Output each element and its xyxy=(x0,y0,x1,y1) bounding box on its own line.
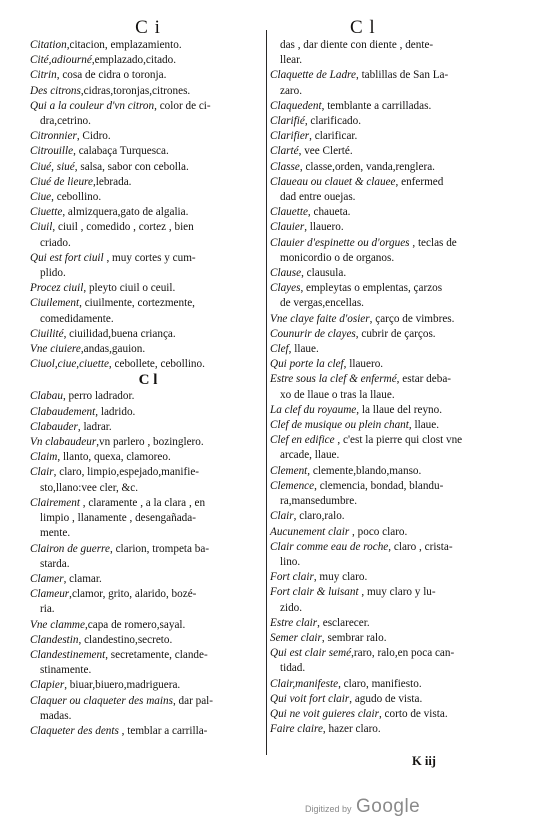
definition: zido. xyxy=(280,601,303,614)
column-rule xyxy=(266,30,267,755)
google-logo-text: Google xyxy=(355,796,421,817)
headword: Clamer xyxy=(30,572,64,585)
dictionary-entry-line xyxy=(270,220,532,235)
definition: , vee Clerté. xyxy=(298,145,353,158)
headword: Clairon de guerre xyxy=(30,542,110,555)
headword: Aucunement clair xyxy=(270,525,350,538)
dictionary-entry-line xyxy=(270,433,532,448)
dictionary-entry-line xyxy=(30,266,266,281)
dictionary-entry-line xyxy=(270,175,532,190)
dictionary-entry-line xyxy=(270,296,532,311)
headword: Clair xyxy=(30,466,54,479)
dictionary-entry-line xyxy=(270,509,532,524)
dictionary-entry-line xyxy=(270,236,532,251)
headword: Clandestin xyxy=(30,633,79,646)
headword: Procez ciuil xyxy=(30,282,84,295)
headword: Clabauder xyxy=(30,420,78,433)
headword: Citation xyxy=(30,39,67,51)
dictionary-entry-line xyxy=(30,190,266,205)
dictionary-entry-line xyxy=(30,236,266,251)
definition: , temblar a carrilla- xyxy=(118,724,208,737)
dictionary-entry-line xyxy=(30,38,266,53)
dictionary-entry-line xyxy=(270,585,532,600)
dictionary-entry-line xyxy=(270,661,532,676)
definition: lino. xyxy=(280,555,301,568)
dictionary-entry-line xyxy=(30,281,266,296)
dictionary-entry-line xyxy=(30,465,266,480)
dictionary-entry-line xyxy=(30,175,266,190)
digitized-by-text: Digitized by xyxy=(305,804,352,814)
headword: Ciuilement xyxy=(30,297,80,310)
dictionary-entry-line xyxy=(270,677,532,692)
definition: , perro ladrador. xyxy=(62,390,135,403)
definition: , ciuilmente, cortezmente, xyxy=(79,297,195,310)
dictionary-entry-line xyxy=(30,205,266,220)
dictionary-entry-line xyxy=(30,587,266,602)
headword: Cité,adiourné xyxy=(30,54,92,67)
definition: ,raro, ralo,en poca can- xyxy=(351,647,455,660)
headword: Clef en edifice xyxy=(270,434,335,447)
signature-mark: K iij xyxy=(412,754,436,768)
definition: , esclarecer. xyxy=(317,616,370,629)
dictionary-entry-line xyxy=(30,389,266,404)
dictionary-entry-line xyxy=(270,570,532,585)
definition: limpio , llanamente , desengañada- xyxy=(40,512,196,525)
definition: , classe,orden, vanda,renglera. xyxy=(299,160,435,173)
dictionary-entry-line xyxy=(30,481,266,496)
headword: Ciuette xyxy=(30,206,63,219)
dictionary-entry-line xyxy=(30,542,266,557)
headword: Vne ciuiere xyxy=(30,343,81,356)
dictionary-entry-line xyxy=(270,372,532,387)
dictionary-entry-line xyxy=(270,418,532,433)
dictionary-entry-line xyxy=(270,555,532,570)
dictionary-entry-line xyxy=(30,724,266,739)
headword: Clarté xyxy=(270,145,299,158)
definition: , calabaça Turquesca. xyxy=(73,145,169,158)
dictionary-entry-line xyxy=(30,526,266,541)
definition: ,clamor, grito, alarido, bozé- xyxy=(69,588,197,601)
dictionary-entry-line xyxy=(270,722,532,737)
definition: de vergas,encellas. xyxy=(280,297,364,310)
dictionary-entry-line xyxy=(30,663,266,678)
headword: Clement xyxy=(270,464,308,477)
definition: , llaue. xyxy=(288,343,319,356)
definition: ,vn parlero , bozinglero. xyxy=(96,436,204,449)
definition: , muy claro y lu- xyxy=(358,586,436,599)
headword: Clandestinement xyxy=(30,648,106,661)
headword: Qui porte la clef xyxy=(270,358,344,371)
definition: , clandestino,secreto. xyxy=(78,633,173,646)
dictionary-entry-line xyxy=(30,618,266,633)
dictionary-entry-line xyxy=(30,496,266,511)
definition: stinamente. xyxy=(40,664,92,677)
headword: Qui voit fort clair xyxy=(270,692,350,705)
headword: Citrin xyxy=(30,69,57,82)
dictionary-entry-line xyxy=(30,602,266,617)
dictionary-entry-line xyxy=(270,479,532,494)
dictionary-entry-line xyxy=(30,435,266,450)
definition: madas. xyxy=(40,709,72,722)
dictionary-entry-line xyxy=(270,646,532,661)
definition: , almizquera,gato de algalia. xyxy=(62,206,189,219)
definition: zaro. xyxy=(280,84,303,97)
definition: , salsa, sabor con cebolla. xyxy=(74,160,189,173)
definition: dra,cetrino. xyxy=(40,115,91,128)
definition: , corto de vista. xyxy=(378,707,448,720)
dictionary-entry-line xyxy=(270,190,532,205)
definition: sto,llano:vee cler, &c. xyxy=(40,481,139,494)
definition: plido. xyxy=(40,267,66,280)
dictionary-entry-line xyxy=(270,525,532,540)
definition: , hazer claro. xyxy=(322,723,381,736)
dictionary-entry-line xyxy=(30,296,266,311)
dictionary-entry-line xyxy=(30,129,266,144)
definition: xo de llaue o tras la llaue. xyxy=(280,388,395,401)
dictionary-entry-line xyxy=(30,405,266,420)
definition: , clamar. xyxy=(63,572,102,585)
dictionary-entry-line xyxy=(270,84,532,99)
dictionary-entry-line xyxy=(30,357,266,372)
definition: comedidamente. xyxy=(40,312,114,325)
dictionary-entry-line xyxy=(30,694,266,709)
dictionary-entry-line xyxy=(30,450,266,465)
headword: Clabaudement xyxy=(30,405,96,418)
definition: llear. xyxy=(280,54,303,67)
headword: Des citrons xyxy=(30,84,81,97)
definition: ,andas,gauion. xyxy=(80,343,146,356)
headword: Classe xyxy=(270,160,300,173)
dictionary-entry-line xyxy=(30,420,266,435)
definition: , enfermed xyxy=(395,175,444,188)
section-heading: C l xyxy=(138,372,158,389)
dictionary-entry-line xyxy=(30,312,266,327)
headword: Clayes xyxy=(270,282,301,295)
definition: , biuar,biuero,madriguera. xyxy=(64,679,181,692)
headword: Claquette de Ladre xyxy=(270,69,356,82)
definition: ,cidras,toronjas,citrones. xyxy=(80,84,191,97)
headword: Semer clair xyxy=(270,631,322,644)
headword: Claqueter des dents xyxy=(30,724,119,737)
definition: , cebollino. xyxy=(51,191,102,204)
dictionary-entry-line xyxy=(30,557,266,572)
headword: Qui est fort ciuil xyxy=(30,251,104,264)
headword: Vne clamme xyxy=(30,618,85,631)
definition: , llanto, quexa, clamoreo. xyxy=(57,451,171,464)
dictionary-entry-line xyxy=(30,99,266,114)
headword: Clauier d'espinette ou d'orgues xyxy=(270,236,410,249)
dictionary-entry-line xyxy=(270,99,532,114)
definition: , ciuilidad,buena criança. xyxy=(63,327,176,340)
headword: Clairement xyxy=(30,496,80,509)
definition: , sembrar ralo. xyxy=(321,631,387,644)
headword: Clapier xyxy=(30,679,65,692)
definition: arcade, llaue. xyxy=(280,449,340,462)
dictionary-entry-line xyxy=(30,678,266,693)
definition: , cebollete, cebollino. xyxy=(108,358,205,371)
headword: Citrouille xyxy=(30,145,74,158)
headword: Clemence xyxy=(270,479,315,492)
dictionary-entry-line xyxy=(270,312,532,327)
definition: , pleyto ciuil o ceuil. xyxy=(83,282,176,295)
dictionary-entry-line xyxy=(270,388,532,403)
dictionary-entry-line xyxy=(270,144,532,159)
dictionary-entry-line xyxy=(30,84,266,99)
headword: Counurir de clayes xyxy=(270,327,356,340)
dictionary-entry-line xyxy=(270,342,532,357)
dictionary-entry-line xyxy=(270,616,532,631)
dictionary-entry-line xyxy=(270,357,532,372)
definition: , muy cortes y cum- xyxy=(103,251,196,264)
headword: La clef du royaume xyxy=(270,403,357,416)
dictionary-entry-line xyxy=(270,38,532,53)
headword: Clameur xyxy=(30,588,70,601)
definition: mente. xyxy=(40,527,71,540)
dictionary-entry-line xyxy=(270,403,532,418)
headword: Fort clair xyxy=(270,571,314,584)
definition: , teclas de xyxy=(409,236,457,249)
dictionary-entry-line xyxy=(270,205,532,220)
dictionary-entry-line xyxy=(30,648,266,663)
definition: , llauero. xyxy=(304,221,344,234)
dictionary-entry-line xyxy=(30,251,266,266)
headword: Claquedent xyxy=(270,99,322,112)
definition: tidad. xyxy=(280,662,306,675)
right-running-header: C l xyxy=(350,17,376,38)
definition: , cosa de cidra o toronja. xyxy=(56,69,167,82)
headword: Fort clair & luisant xyxy=(270,586,359,599)
definition: dad entre ouejas. xyxy=(280,191,356,204)
definition: , tablillas de San La- xyxy=(355,69,449,82)
definition: , Cidro. xyxy=(76,130,111,143)
definition: ra,mansedumbre. xyxy=(280,495,358,508)
dictionary-entry-line xyxy=(30,53,266,68)
headword: Clarifier xyxy=(270,130,310,143)
definition: , clarificar. xyxy=(309,130,358,143)
definition: , clausula. xyxy=(301,267,347,280)
dictionary-entry-line xyxy=(30,144,266,159)
dictionary-entry-line xyxy=(30,342,266,357)
definition: , empleytas o emplentas, çarzos xyxy=(300,282,443,295)
headword: Ciuol,ciue,ciuette xyxy=(30,358,109,371)
headword: Clause xyxy=(270,267,302,280)
headword: Ciuil xyxy=(30,221,53,234)
headword: Clair comme eau de roche xyxy=(270,540,389,553)
definition: , claramente , a la clara , en xyxy=(79,496,206,509)
definition: ,citacion, emplazamiento. xyxy=(66,39,182,51)
definition: , dar pal- xyxy=(172,694,214,707)
definition: , clemente,blando,manso. xyxy=(307,464,422,477)
dictionary-entry-line xyxy=(270,540,532,555)
definition: , llaue. xyxy=(408,419,440,432)
headword: Clair,manifeste xyxy=(270,677,339,690)
definition: , c'est la pierre qui clost vne xyxy=(334,434,463,447)
definition: , claro,ralo. xyxy=(293,510,345,523)
headword: Clef de musique ou plein chant xyxy=(270,419,409,432)
definition: ,lebrada. xyxy=(92,175,132,188)
definition: ria. xyxy=(40,603,55,616)
digitized-watermark xyxy=(305,796,420,818)
definition: , llauero. xyxy=(343,358,384,371)
headword: Ciuilité xyxy=(30,327,64,340)
dictionary-entry-line xyxy=(30,572,266,587)
dictionary-entry-line xyxy=(30,327,266,342)
headword: Qui est clair semé xyxy=(270,647,352,660)
headword: Qui ne voit guieres clair xyxy=(270,707,379,720)
definition: criado. xyxy=(40,236,71,249)
definition: , chaueta. xyxy=(307,206,351,219)
headword: Clair xyxy=(270,510,294,523)
headword: Clef xyxy=(270,343,289,356)
definition: , temblante a carrilladas. xyxy=(321,99,432,112)
definition: , clarion, trompeta ba- xyxy=(109,542,210,555)
definition: , çarço de vimbres. xyxy=(369,312,455,325)
definition: , claro, manifiesto. xyxy=(338,677,422,690)
headword: Claueau ou clauet & clauee xyxy=(270,175,396,188)
dictionary-entry-line xyxy=(270,53,532,68)
definition: , ladrar. xyxy=(77,420,112,433)
headword: Ciué, siué xyxy=(30,160,75,173)
headword: Clauette xyxy=(270,206,308,219)
dictionary-entry-line xyxy=(270,494,532,509)
dictionary-entry-line xyxy=(270,448,532,463)
dictionary-entry-line xyxy=(270,114,532,129)
headword: Clarifié xyxy=(270,115,305,128)
definition: , muy claro. xyxy=(313,571,368,584)
dictionary-entry-line xyxy=(270,129,532,144)
dictionary-entry-line xyxy=(30,160,266,175)
definition: , color de ci- xyxy=(154,99,211,112)
definition: , ladrido. xyxy=(95,405,136,418)
dictionary-entry-line xyxy=(270,601,532,616)
definition: , cubrir de çarços. xyxy=(355,327,436,340)
dictionary-entry-line xyxy=(270,68,532,83)
dictionary-entry-line xyxy=(270,692,532,707)
definition: das , dar diente con diente , dente- xyxy=(280,39,434,51)
headword: Clauier xyxy=(270,221,305,234)
dictionary-entry-line xyxy=(30,633,266,648)
dictionary-entry-line xyxy=(30,114,266,129)
definition: , estar deba- xyxy=(396,373,452,386)
dictionary-entry-line xyxy=(270,327,532,342)
dictionary-entry-line xyxy=(270,707,532,722)
definition: monicordio o de organos. xyxy=(280,251,395,264)
definition: , ciuil , comedido , cortez , bien xyxy=(52,221,194,234)
dictionary-entry-line xyxy=(30,220,266,235)
dictionary-entry-line xyxy=(270,266,532,281)
left-running-header: C i xyxy=(135,17,161,38)
headword: Clabau xyxy=(30,390,63,403)
headword: Qui a la couleur d'vn citron xyxy=(30,99,155,112)
definition: , poco claro. xyxy=(349,525,408,538)
left-column xyxy=(30,17,266,739)
definition: , clarificado. xyxy=(304,115,362,128)
definition: , clemencia, bondad, blandu- xyxy=(314,479,444,492)
dictionary-entry-line xyxy=(270,251,532,266)
headword: Estre sous la clef & enfermé xyxy=(270,373,397,386)
definition: , agudo de vista. xyxy=(349,692,423,705)
definition: ,emplazado,citado. xyxy=(91,54,177,67)
definition: starda. xyxy=(40,557,70,570)
dictionary-entry-line xyxy=(270,160,532,175)
headword: Faire claire xyxy=(270,723,323,736)
dictionary-entry-line xyxy=(270,281,532,296)
headword: Estre clair xyxy=(270,616,318,629)
definition: , claro , crista- xyxy=(388,540,453,553)
headword: Vne claye faite d'osier xyxy=(270,312,370,325)
definition: , la llaue del reyno. xyxy=(356,403,443,416)
dictionary-entry-line xyxy=(270,631,532,646)
definition: , claro, limpio,espejado,manifie- xyxy=(53,466,200,479)
dictionary-entry-line xyxy=(30,709,266,724)
dictionary-entry-line xyxy=(270,464,532,479)
headword: Claquer ou claqueter des mains xyxy=(30,694,173,707)
right-column xyxy=(270,17,532,737)
definition: , secretamente, clande- xyxy=(105,648,208,661)
left-entries-section xyxy=(30,389,266,739)
left-entries xyxy=(30,38,266,372)
headword: Ciue xyxy=(30,191,52,204)
headword: Citronnier xyxy=(30,130,77,143)
right-entries xyxy=(270,38,532,737)
headword: Vn clabaudeur xyxy=(30,436,97,449)
headword: Ciué de lieure xyxy=(30,175,93,188)
dictionary-entry-line xyxy=(30,511,266,526)
headword: Claim xyxy=(30,451,58,464)
definition: ,capa de romero,sayal. xyxy=(84,618,186,631)
dictionary-entry-line xyxy=(30,68,266,83)
